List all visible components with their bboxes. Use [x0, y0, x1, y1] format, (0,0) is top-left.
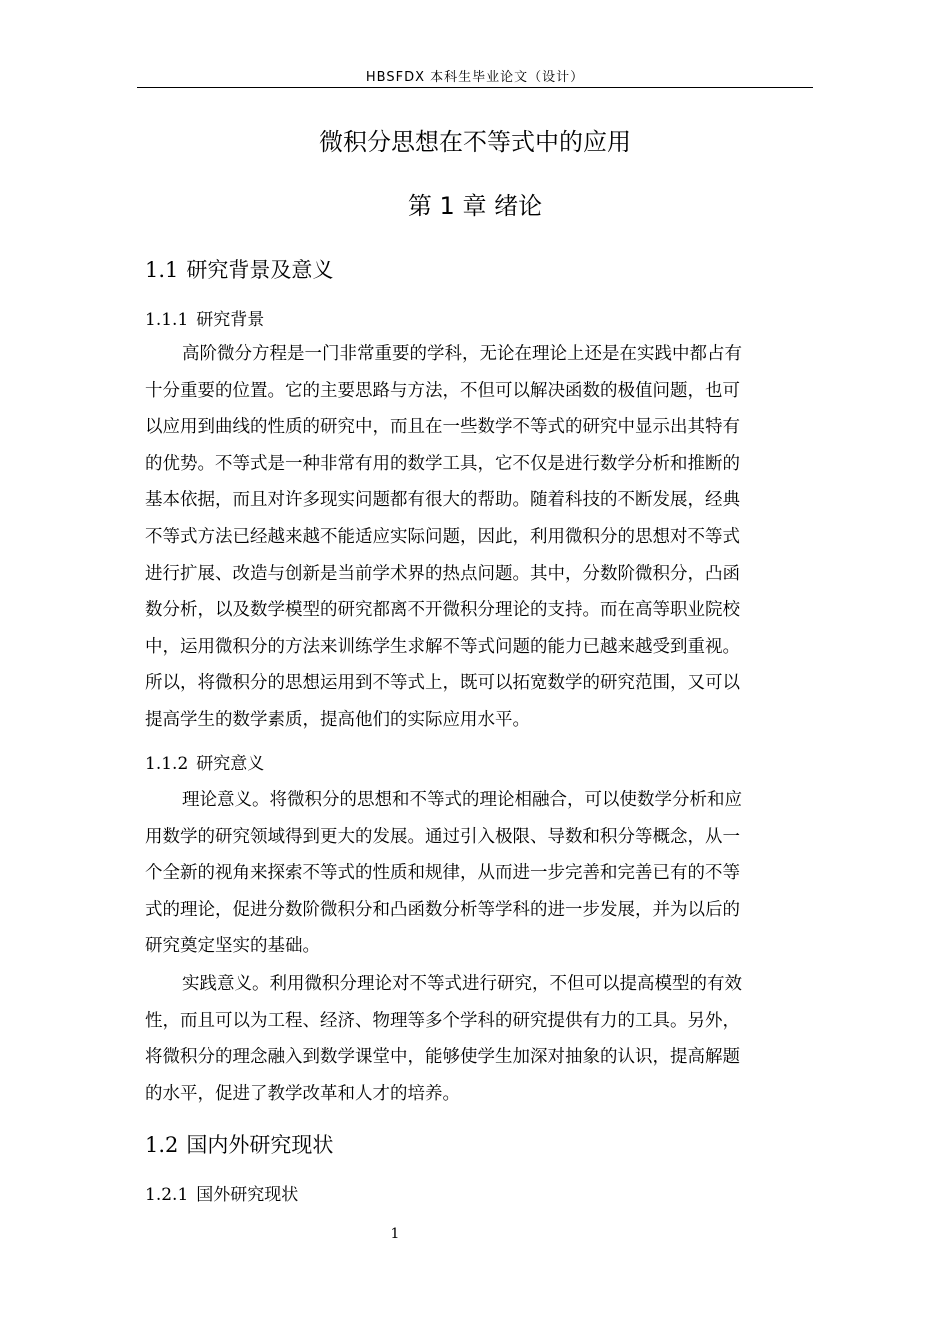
thesis-title: 微积分思想在不等式中的应用: [319, 128, 631, 156]
paragraph-line: 高阶微分方程是一门非常重要的学科，无论在理论上还是在实践中都占有: [182, 344, 742, 364]
paragraph-line: 不等式方法已经越来越不能适应实际问题，因此，利用微积分的思想对不等式: [145, 526, 740, 547]
section-title: 研究意义: [196, 754, 265, 774]
paragraph-line: 个全新的视角来探索不等式的性质和规律，从而进一步完善和完善已有的不等: [145, 863, 740, 884]
header-rule: [137, 87, 813, 88]
section-title: 研究背景及意义: [186, 258, 334, 282]
section-number: 1.2: [145, 1133, 179, 1157]
paragraph-line: 将微积分的理念融入到数学课堂中，能够使学生加深对抽象的认识，提高解题: [145, 1047, 740, 1068]
section-title: 研究背景: [196, 310, 265, 330]
section-number: 1.2.1: [145, 1185, 189, 1205]
section-1-1-heading: [145, 255, 333, 285]
paragraph-line: 性，而且可以为工程、经济、物理等多个学科的研究提供有力的工具。另外，: [145, 1010, 740, 1031]
section-number: 1.1.1: [145, 310, 189, 330]
chapter-title: 第 1 章 绪论: [407, 192, 543, 220]
paragraph-line: 式的理论，促进分数阶微积分和凸函数分析等学科的进一步发展，并为以后的: [145, 899, 740, 920]
paragraph-line: 实践意义。利用微积分理论对不等式进行研究，不但可以提高模型的有效: [182, 974, 742, 994]
paragraph-line: 的水平，促进了教学改革和人才的培养。: [145, 1083, 460, 1104]
paragraph-line: 的优势。不等式是一种非常有用的数学工具，它不仅是进行数学分析和推断的: [145, 453, 740, 474]
page-header: HBSFDX 本科生毕业论文（设计）: [365, 70, 585, 85]
paragraph-line: 以应用到曲线的性质的研究中，而且在一些数学不等式的研究中显示出其特有: [145, 417, 740, 438]
section-1-2-1-heading: [145, 1183, 298, 1207]
page-number: 1: [390, 1226, 400, 1242]
section-1-1-1-heading: [145, 308, 264, 332]
section-title: 国外研究现状: [196, 1185, 299, 1205]
paragraph-line: 所以，将微积分的思想运用到不等式上，既可以拓宽数学的研究范围，又可以: [145, 673, 740, 694]
section-number: 1.1.2: [145, 754, 189, 774]
paragraph-practice: [145, 966, 742, 1112]
paragraph-line: 进行扩展、改造与创新是当前学术界的热点问题。其中，分数阶微积分，凸函: [145, 563, 740, 584]
paragraph-line: 用数学的研究领域得到更大的发展。通过引入极限、导数和积分等概念，从一: [145, 826, 740, 847]
paragraph-theory: [145, 782, 742, 965]
paragraph-background: [145, 336, 742, 739]
section-title: 国内外研究现状: [186, 1133, 334, 1157]
paragraph-line: 研究奠定坚实的基础。: [145, 936, 320, 957]
paragraph-line: 理论意义。将微积分的思想和不等式的理论相融合，可以使数学分析和应: [182, 790, 742, 810]
paragraph-line: 基本依据，而且对许多现实问题都有很大的帮助。随着科技的不断发展，经典: [145, 490, 740, 511]
section-number: 1.1: [145, 258, 179, 282]
paragraph-line: 中，运用微积分的方法来训练学生求解不等式问题的能力已越来越受到重视。: [145, 636, 740, 657]
section-1-2-heading: [145, 1130, 333, 1160]
paragraph-line: 十分重要的位置。它的主要思路与方法，不但可以解决函数的极值问题，也可: [145, 380, 740, 401]
section-1-1-2-heading: [145, 752, 264, 776]
paragraph-line: 数分析，以及数学模型的研究都离不开微积分理论的支持。而在高等职业院校: [145, 600, 740, 621]
paragraph-line: 提高学生的数学素质，提高他们的实际应用水平。: [145, 709, 530, 730]
